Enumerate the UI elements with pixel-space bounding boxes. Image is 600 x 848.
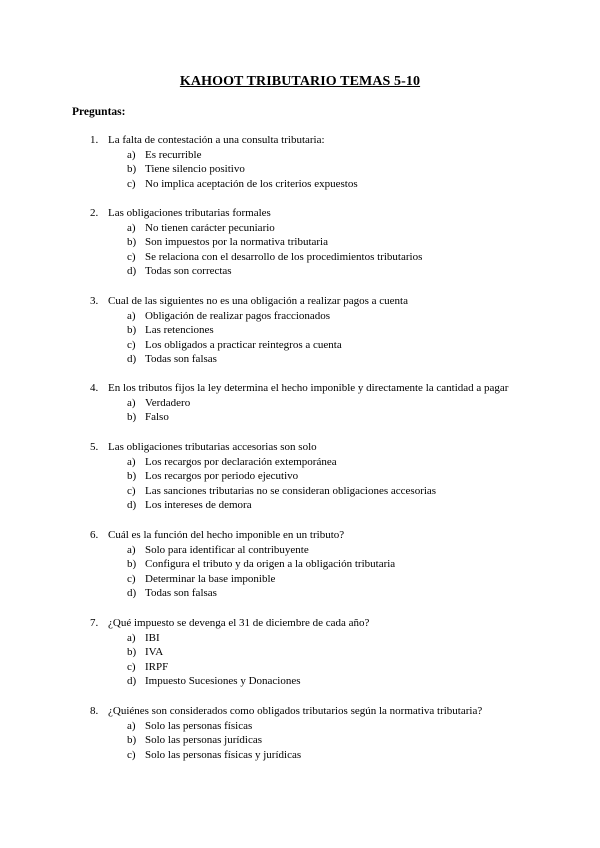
question-text: La falta de contestación a una consulta tributaria: bbox=[108, 134, 325, 146]
question-row bbox=[0, 294, 600, 309]
option-letter: a) bbox=[127, 396, 136, 409]
question-number: 7. bbox=[90, 617, 99, 629]
question-text: ¿Quiénes son considerados como obligados tributarios según la normativa tributaria? bbox=[108, 705, 483, 717]
option-letter: d) bbox=[127, 675, 137, 688]
question-number: 1. bbox=[90, 134, 99, 146]
option-letter: b) bbox=[127, 411, 137, 424]
answer-option bbox=[0, 264, 600, 279]
question-block bbox=[0, 528, 600, 601]
option-text: Las sanciones tributarias no se consideran obligaciones accesorias bbox=[145, 484, 437, 497]
answer-option bbox=[0, 543, 600, 558]
option-letter: d) bbox=[127, 353, 137, 366]
question-row bbox=[0, 704, 600, 719]
answer-option bbox=[0, 674, 600, 689]
option-text: Se relaciona con el desarrollo de los procedimientos tributarios bbox=[145, 250, 423, 263]
question-block bbox=[0, 704, 600, 762]
option-text: Las retenciones bbox=[145, 324, 214, 337]
option-text: No implica aceptación de los criterios expuestos bbox=[145, 177, 358, 190]
option-letter: c) bbox=[127, 748, 136, 761]
option-letter: a) bbox=[127, 309, 136, 322]
question-text: Las obligaciones tributarias formales bbox=[108, 207, 271, 219]
question-number: 3. bbox=[90, 295, 99, 307]
answer-option bbox=[0, 660, 600, 675]
answer-option bbox=[0, 235, 600, 250]
option-letter: b) bbox=[127, 646, 137, 659]
answer-option bbox=[0, 352, 600, 367]
answer-option bbox=[0, 162, 600, 177]
option-letter: b) bbox=[127, 470, 137, 483]
option-text: Solo para identificar al contribuyente bbox=[145, 543, 309, 556]
question-row bbox=[0, 616, 600, 631]
option-text: No tienen carácter pecuniario bbox=[145, 221, 275, 234]
option-text: Los recargos por declaración extemporánea bbox=[145, 455, 337, 468]
option-text: IBI bbox=[145, 631, 160, 644]
answer-option bbox=[0, 148, 600, 163]
question-block bbox=[0, 440, 600, 513]
answer-option bbox=[0, 221, 600, 236]
question-block bbox=[0, 133, 600, 191]
question-text: ¿Qué impuesto se devenga el 31 de diciembre de cada año? bbox=[108, 617, 370, 629]
question-block bbox=[0, 294, 600, 367]
question-block bbox=[0, 381, 600, 425]
option-text: Solo las personas físicas bbox=[145, 719, 253, 732]
option-letter: b) bbox=[127, 236, 137, 249]
question-row bbox=[0, 206, 600, 221]
option-letter: c) bbox=[127, 484, 136, 497]
option-letter: b) bbox=[127, 324, 137, 337]
question-number: 5. bbox=[90, 441, 99, 453]
option-text: IRPF bbox=[145, 660, 169, 673]
option-letter: a) bbox=[127, 455, 136, 468]
question-block bbox=[0, 206, 600, 279]
option-letter: a) bbox=[127, 543, 136, 556]
option-letter: b) bbox=[127, 558, 137, 571]
answer-option bbox=[0, 396, 600, 411]
option-letter: c) bbox=[127, 177, 136, 190]
option-letter: d) bbox=[127, 499, 137, 512]
answer-option bbox=[0, 309, 600, 324]
question-text: Las obligaciones tributarias accesorias son solo bbox=[108, 441, 317, 453]
option-letter: c) bbox=[127, 338, 136, 351]
option-letter: a) bbox=[127, 719, 136, 732]
question-number: 6. bbox=[90, 529, 99, 541]
option-letter: d) bbox=[127, 587, 137, 600]
option-text: Tiene silencio positivo bbox=[145, 163, 245, 176]
question-text: En los tributos fijos la ley determina el hecho imponible y directamente la cantidad a pagar bbox=[108, 382, 509, 394]
option-letter: d) bbox=[127, 265, 137, 278]
question-number: 4. bbox=[90, 382, 99, 394]
option-text: Son impuestos por la normativa tributaria bbox=[145, 236, 328, 249]
option-text: Solo las personas jurídicas bbox=[145, 734, 263, 747]
answer-option bbox=[0, 586, 600, 601]
answer-option bbox=[0, 557, 600, 572]
option-text: Impuesto Sucesiones y Donaciones bbox=[145, 675, 301, 688]
answer-option bbox=[0, 645, 600, 660]
answer-option bbox=[0, 250, 600, 265]
option-text: Los obligados a practicar reintegros a cuenta bbox=[145, 338, 342, 351]
answer-option bbox=[0, 323, 600, 338]
answer-option bbox=[0, 410, 600, 425]
option-text: Verdadero bbox=[145, 396, 191, 409]
answer-option bbox=[0, 484, 600, 499]
question-text: Cual de las siguientes no es una obligación a realizar pagos a cuenta bbox=[108, 295, 408, 307]
option-letter: c) bbox=[127, 250, 136, 263]
option-letter: b) bbox=[127, 163, 137, 176]
option-text: Configura el tributo y da origen a la obligación tributaria bbox=[145, 558, 396, 571]
answer-option bbox=[0, 455, 600, 470]
answer-option bbox=[0, 469, 600, 484]
question-row bbox=[0, 381, 600, 396]
option-text: Determinar la base imponible bbox=[145, 572, 276, 585]
option-text: Solo las personas físicas y jurídicas bbox=[145, 748, 302, 761]
option-text: Todas son falsas bbox=[145, 587, 217, 600]
option-letter: b) bbox=[127, 734, 137, 747]
option-letter: c) bbox=[127, 572, 136, 585]
option-text: Los intereses de demora bbox=[145, 499, 252, 512]
answer-option bbox=[0, 748, 600, 763]
answer-option bbox=[0, 631, 600, 646]
section-heading: Preguntas: bbox=[72, 106, 126, 118]
option-text: Los recargos por periodo ejecutivo bbox=[145, 470, 299, 483]
question-text: Cuál es la función del hecho imponible en un tributo? bbox=[108, 529, 345, 541]
answer-option bbox=[0, 338, 600, 353]
option-letter: a) bbox=[127, 148, 136, 161]
option-text: Falso bbox=[145, 411, 169, 424]
question-number: 8. bbox=[90, 705, 99, 717]
option-letter: a) bbox=[127, 631, 136, 644]
option-text: Es recurrible bbox=[145, 148, 202, 161]
document-title: KAHOOT TRIBUTARIO TEMAS 5-10 bbox=[179, 74, 421, 89]
question-row bbox=[0, 133, 600, 148]
option-text: Obligación de realizar pagos fraccionados bbox=[145, 309, 331, 322]
question-row bbox=[0, 528, 600, 543]
answer-option bbox=[0, 733, 600, 748]
question-number: 2. bbox=[90, 207, 99, 219]
question-row bbox=[0, 440, 600, 455]
answer-option bbox=[0, 719, 600, 734]
option-letter: c) bbox=[127, 660, 136, 673]
option-text: Todas son falsas bbox=[145, 353, 217, 366]
question-block bbox=[0, 616, 600, 689]
answer-option bbox=[0, 177, 600, 192]
option-text: Todas son correctas bbox=[145, 265, 232, 278]
answer-option bbox=[0, 572, 600, 587]
option-letter: a) bbox=[127, 221, 136, 234]
option-text: IVA bbox=[145, 646, 164, 659]
answer-option bbox=[0, 498, 600, 513]
